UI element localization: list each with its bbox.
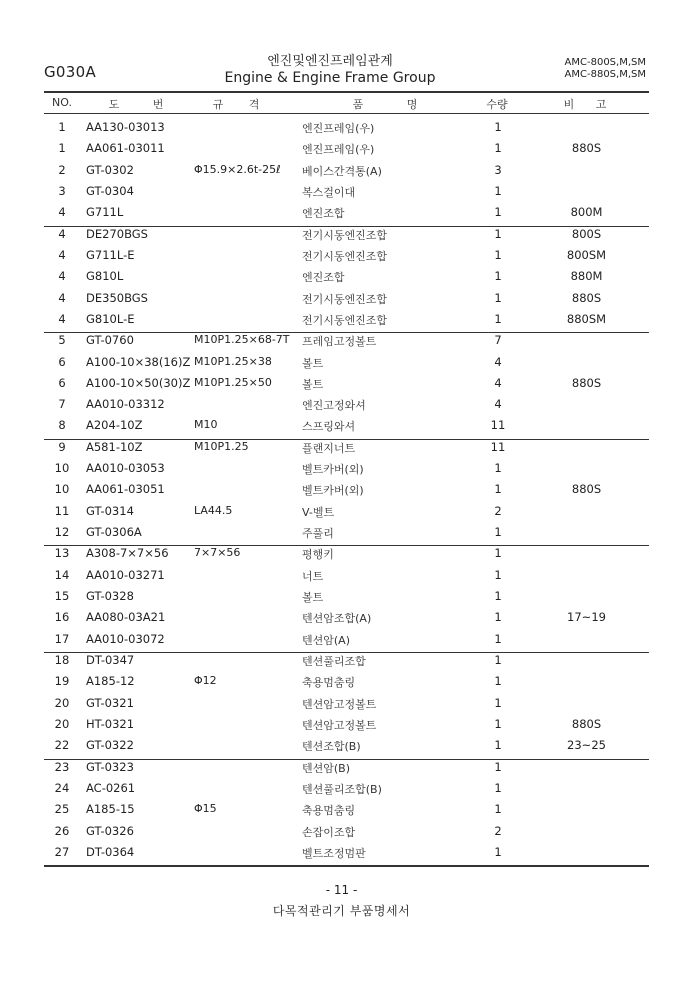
- cell-drawing-no: GT-0306A: [86, 525, 142, 540]
- cell-qty: 1: [494, 290, 502, 305]
- title-english: Engine & Engine Frame Group: [224, 70, 436, 86]
- cell-remark: 880S: [571, 716, 602, 731]
- cell-no: 13: [54, 546, 70, 561]
- table-row: [44, 202, 649, 223]
- cell-remark: 880S: [571, 141, 602, 156]
- cell-qty: 1: [494, 120, 502, 134]
- table-row: [44, 309, 649, 330]
- cell-drawing-no: GT-0322: [86, 738, 134, 753]
- cell-name: 볼트: [302, 377, 324, 391]
- table-row: [44, 266, 649, 287]
- cell-name: 텐션풀리조합: [302, 655, 366, 668]
- column-header-remark: 비 고: [563, 98, 607, 111]
- cell-qty: 1: [494, 311, 502, 326]
- column-header-drawing-no: 도 번: [108, 98, 164, 111]
- table-row: [44, 373, 649, 394]
- cell-qty: 1: [494, 141, 502, 156]
- header-top-rule: [44, 91, 649, 93]
- cell-name: 축용멈춤링: [302, 804, 356, 818]
- cell-no: 20: [54, 695, 70, 710]
- header-bottom-rule: [44, 113, 649, 114]
- table-row: [44, 607, 649, 628]
- table-row: [44, 522, 649, 543]
- group-divider: [44, 226, 649, 227]
- cell-name: 벨트카버(외): [302, 484, 364, 498]
- cell-drawing-no: GT-0321: [86, 695, 134, 710]
- cell-drawing-no: AA010-03053: [86, 461, 165, 476]
- model-line-2: AMC-880S,M,SM: [564, 69, 646, 80]
- cell-spec: M10P1.25: [194, 439, 249, 453]
- cell-drawing-no: DT-0347: [86, 653, 135, 667]
- cell-no: 7: [58, 397, 66, 412]
- cell-no: 27: [54, 844, 70, 859]
- table-row: [44, 245, 649, 266]
- cell-name: 평행키: [302, 548, 334, 562]
- model-line-1: AMC-800S,M,SM: [564, 57, 646, 68]
- cell-spec: Φ12: [194, 674, 217, 688]
- cell-qty: 1: [494, 567, 502, 582]
- cell-spec: M10P1.25×38: [194, 354, 272, 368]
- cell-drawing-no: GT-0326: [86, 823, 134, 838]
- table-row: [44, 117, 649, 138]
- table-row: [44, 394, 649, 415]
- cell-qty: 11: [490, 439, 506, 454]
- cell-name: 볼트: [302, 591, 324, 605]
- table-row: [44, 501, 649, 522]
- cell-no: 2: [58, 162, 66, 177]
- table-row: [44, 330, 649, 351]
- cell-drawing-no: A308-7×7×56: [86, 546, 169, 561]
- cell-drawing-no: GT-0323: [86, 759, 134, 774]
- column-header-name: 품 명: [352, 98, 418, 111]
- cell-no: 6: [58, 354, 66, 369]
- table-row: [44, 543, 649, 564]
- group-divider: [44, 545, 649, 546]
- table-row: [44, 181, 649, 202]
- cell-drawing-no: AA010-03271: [86, 567, 165, 582]
- cell-qty: 2: [494, 503, 502, 518]
- cell-remark: 17~19: [567, 610, 606, 625]
- cell-drawing-no: A185-15: [86, 802, 135, 817]
- cell-no: 17: [54, 631, 70, 646]
- cell-name: 주풀리: [302, 527, 334, 541]
- cell-name: 전기시동엔진조합: [302, 249, 388, 263]
- cell-name: 텐션조합(B): [302, 740, 361, 754]
- cell-qty: 1: [494, 802, 502, 817]
- table-row: [44, 288, 649, 309]
- cell-no: 1: [58, 141, 66, 156]
- cell-no: 9: [58, 439, 66, 454]
- cell-drawing-no: AA080-03A21: [86, 610, 166, 625]
- cell-name: 벨트카버(외): [302, 463, 364, 477]
- cell-qty: 1: [494, 610, 502, 625]
- cell-name: 엔진조합: [302, 271, 345, 285]
- cell-remark: 880SM: [566, 311, 607, 326]
- table-row: [44, 693, 649, 714]
- cell-remark: 800SM: [566, 247, 607, 262]
- table-row: [44, 415, 649, 436]
- cell-drawing-no: AC-0261: [86, 780, 136, 795]
- cell-no: 12: [54, 525, 70, 540]
- cell-name: 전기시동엔진조합: [302, 228, 388, 242]
- cell-qty: 4: [494, 397, 502, 412]
- cell-no: 11: [54, 503, 70, 518]
- cell-drawing-no: AA010-03072: [86, 631, 165, 646]
- cell-name: 텐션암(A): [302, 633, 350, 647]
- cell-qty: 1: [494, 461, 502, 476]
- cell-spec: M10: [194, 418, 218, 432]
- group-divider: [44, 652, 649, 653]
- cell-no: 18: [54, 653, 70, 667]
- cell-drawing-no: AA061-03011: [86, 141, 165, 156]
- table-row: [44, 138, 649, 159]
- cell-name: 엔진프레임(우): [302, 143, 375, 157]
- cell-drawing-no: HT-0321: [86, 716, 135, 731]
- table-row: [44, 821, 649, 842]
- cell-name: 벨트조정멈판: [302, 846, 366, 860]
- cell-qty: 1: [494, 205, 502, 220]
- cell-qty: 1: [494, 716, 502, 731]
- cell-remark: 880S: [571, 375, 602, 390]
- cell-spec: Φ15.9×2.6t-25ℓ: [194, 162, 281, 176]
- cell-qty: 1: [494, 844, 502, 859]
- group-divider: [44, 439, 649, 440]
- cell-spec: Φ15: [194, 802, 217, 816]
- cell-drawing-no: DT-0364: [86, 844, 135, 859]
- cell-qty: 1: [494, 589, 502, 604]
- cell-drawing-no: G711L-E: [86, 247, 135, 262]
- cell-spec: LA44.5: [194, 503, 233, 517]
- cell-no: 4: [58, 269, 66, 284]
- cell-drawing-no: GT-0304: [86, 183, 134, 198]
- cell-name: 손잡이조합: [302, 825, 356, 839]
- cell-no: 6: [58, 375, 66, 390]
- cell-name: 전기시동엔진조합: [302, 292, 388, 306]
- table-row: [44, 586, 649, 607]
- cell-drawing-no: A100-10×38(16)Z: [86, 354, 191, 369]
- table-row: [44, 160, 649, 181]
- cell-drawing-no: DE270BGS: [86, 226, 148, 241]
- cell-name: 텐션암고정볼트: [302, 718, 377, 732]
- cell-name: 전기시동엔진조합: [302, 313, 388, 327]
- cell-qty: 1: [494, 759, 502, 774]
- cell-name: 베이스간격통(A): [302, 164, 382, 178]
- cell-no: 16: [54, 610, 70, 625]
- cell-drawing-no: AA130-03013: [86, 120, 165, 134]
- cell-no: 15: [54, 589, 70, 604]
- footer-title: 다목적관리기 부품명세서: [272, 904, 411, 918]
- cell-qty: 4: [494, 375, 502, 390]
- cell-name: 텐션암고정볼트: [302, 697, 377, 711]
- cell-qty: 3: [494, 162, 502, 177]
- cell-name: 너트: [302, 569, 324, 583]
- column-header-spec: 규 격: [212, 98, 260, 111]
- cell-qty: 1: [494, 226, 502, 241]
- cell-remark: 800S: [571, 226, 602, 241]
- cell-qty: 2: [494, 823, 502, 838]
- cell-qty: 1: [494, 546, 502, 561]
- cell-no: 4: [58, 290, 66, 305]
- cell-qty: 1: [494, 674, 502, 689]
- cell-name: 볼트: [302, 356, 324, 370]
- table-row: [44, 842, 649, 863]
- cell-drawing-no: GT-0302: [86, 162, 134, 177]
- cell-qty: 1: [494, 653, 502, 667]
- table-row: [44, 458, 649, 479]
- table-row: [44, 650, 649, 671]
- cell-qty: 1: [494, 183, 502, 198]
- cell-no: 24: [54, 780, 70, 795]
- cell-qty: 1: [494, 780, 502, 795]
- table-bottom-rule: [44, 865, 649, 867]
- cell-qty: 1: [494, 738, 502, 753]
- cell-drawing-no: GT-0314: [86, 503, 134, 518]
- cell-qty: 11: [490, 418, 506, 433]
- cell-name: 플랜지너트: [302, 441, 356, 455]
- cell-no: 26: [54, 823, 70, 838]
- table-row: [44, 671, 649, 692]
- cell-name: 프레임고정볼트: [302, 335, 377, 349]
- cell-name: 텐션암조합(A): [302, 612, 372, 626]
- cell-qty: 1: [494, 631, 502, 646]
- title-korean: 엔진및엔진프레임관계: [267, 54, 393, 69]
- cell-no: 4: [58, 247, 66, 262]
- cell-qty: 1: [494, 247, 502, 262]
- cell-drawing-no: GT-0328: [86, 589, 134, 604]
- table-row: [44, 565, 649, 586]
- cell-remark: 880S: [571, 482, 602, 497]
- cell-qty: 7: [494, 333, 502, 348]
- cell-qty: 4: [494, 354, 502, 369]
- cell-name: 복스걸이대: [302, 185, 356, 199]
- cell-spec: 7×7×56: [194, 546, 241, 560]
- cell-name: 엔진프레임(우): [302, 122, 375, 135]
- cell-drawing-no: A185-12: [86, 674, 135, 689]
- cell-drawing-no: A100-10×50(30)Z: [86, 375, 191, 390]
- cell-no: 10: [54, 482, 70, 497]
- cell-spec: M10P1.25×68-7T: [194, 333, 290, 347]
- cell-no: 19: [54, 674, 70, 689]
- cell-drawing-no: G810L-E: [86, 311, 135, 326]
- table-row: [44, 629, 649, 650]
- table-row: [44, 735, 649, 756]
- cell-name: 스프링와셔: [302, 420, 356, 434]
- page-number: - 11 -: [325, 883, 358, 897]
- cell-no: 5: [58, 333, 66, 348]
- group-code: G030A: [44, 63, 97, 81]
- table-row: [44, 778, 649, 799]
- cell-qty: 1: [494, 525, 502, 540]
- cell-no: 8: [58, 418, 66, 433]
- cell-name: 텐션암(B): [302, 761, 351, 775]
- table-row: [44, 479, 649, 500]
- cell-qty: 1: [494, 269, 502, 284]
- cell-no: 4: [58, 226, 66, 241]
- column-header-qty: 수량: [486, 98, 508, 111]
- cell-drawing-no: DE350BGS: [86, 290, 148, 305]
- cell-spec: M10P1.25×50: [194, 375, 272, 389]
- table-row: [44, 799, 649, 820]
- cell-no: 4: [58, 311, 66, 326]
- cell-drawing-no: G711L: [86, 205, 124, 220]
- group-divider: [44, 759, 649, 760]
- cell-drawing-no: A204-10Z: [86, 418, 143, 433]
- cell-name: 엔진고정와셔: [302, 399, 366, 413]
- table-row: [44, 714, 649, 735]
- cell-name: 텐션풀리조합(B): [302, 782, 382, 796]
- group-divider: [44, 332, 649, 333]
- cell-drawing-no: A581-10Z: [86, 439, 143, 454]
- cell-no: 20: [54, 716, 70, 731]
- column-header-no: NO.: [52, 96, 72, 109]
- cell-no: 10: [54, 461, 70, 476]
- cell-no: 14: [54, 567, 70, 582]
- cell-name: V-벨트: [302, 505, 335, 519]
- cell-name: 엔진조합: [302, 207, 345, 221]
- cell-drawing-no: G810L: [86, 269, 124, 284]
- cell-name: 축용멈춤링: [302, 676, 356, 690]
- cell-remark: 880M: [570, 269, 603, 284]
- cell-no: 25: [54, 802, 70, 817]
- cell-no: 4: [58, 205, 66, 220]
- cell-no: 3: [58, 183, 66, 198]
- cell-no: 1: [58, 120, 66, 134]
- table-row: [44, 352, 649, 373]
- cell-remark: 23~25: [567, 738, 606, 753]
- cell-no: 23: [54, 759, 70, 774]
- cell-qty: 1: [494, 482, 502, 497]
- cell-qty: 1: [494, 695, 502, 710]
- cell-drawing-no: AA010-03312: [86, 397, 165, 412]
- cell-drawing-no: GT-0760: [86, 333, 134, 348]
- cell-remark: 800M: [570, 205, 603, 220]
- cell-no: 22: [54, 738, 70, 753]
- cell-remark: 880S: [571, 290, 602, 305]
- cell-drawing-no: AA061-03051: [86, 482, 165, 497]
